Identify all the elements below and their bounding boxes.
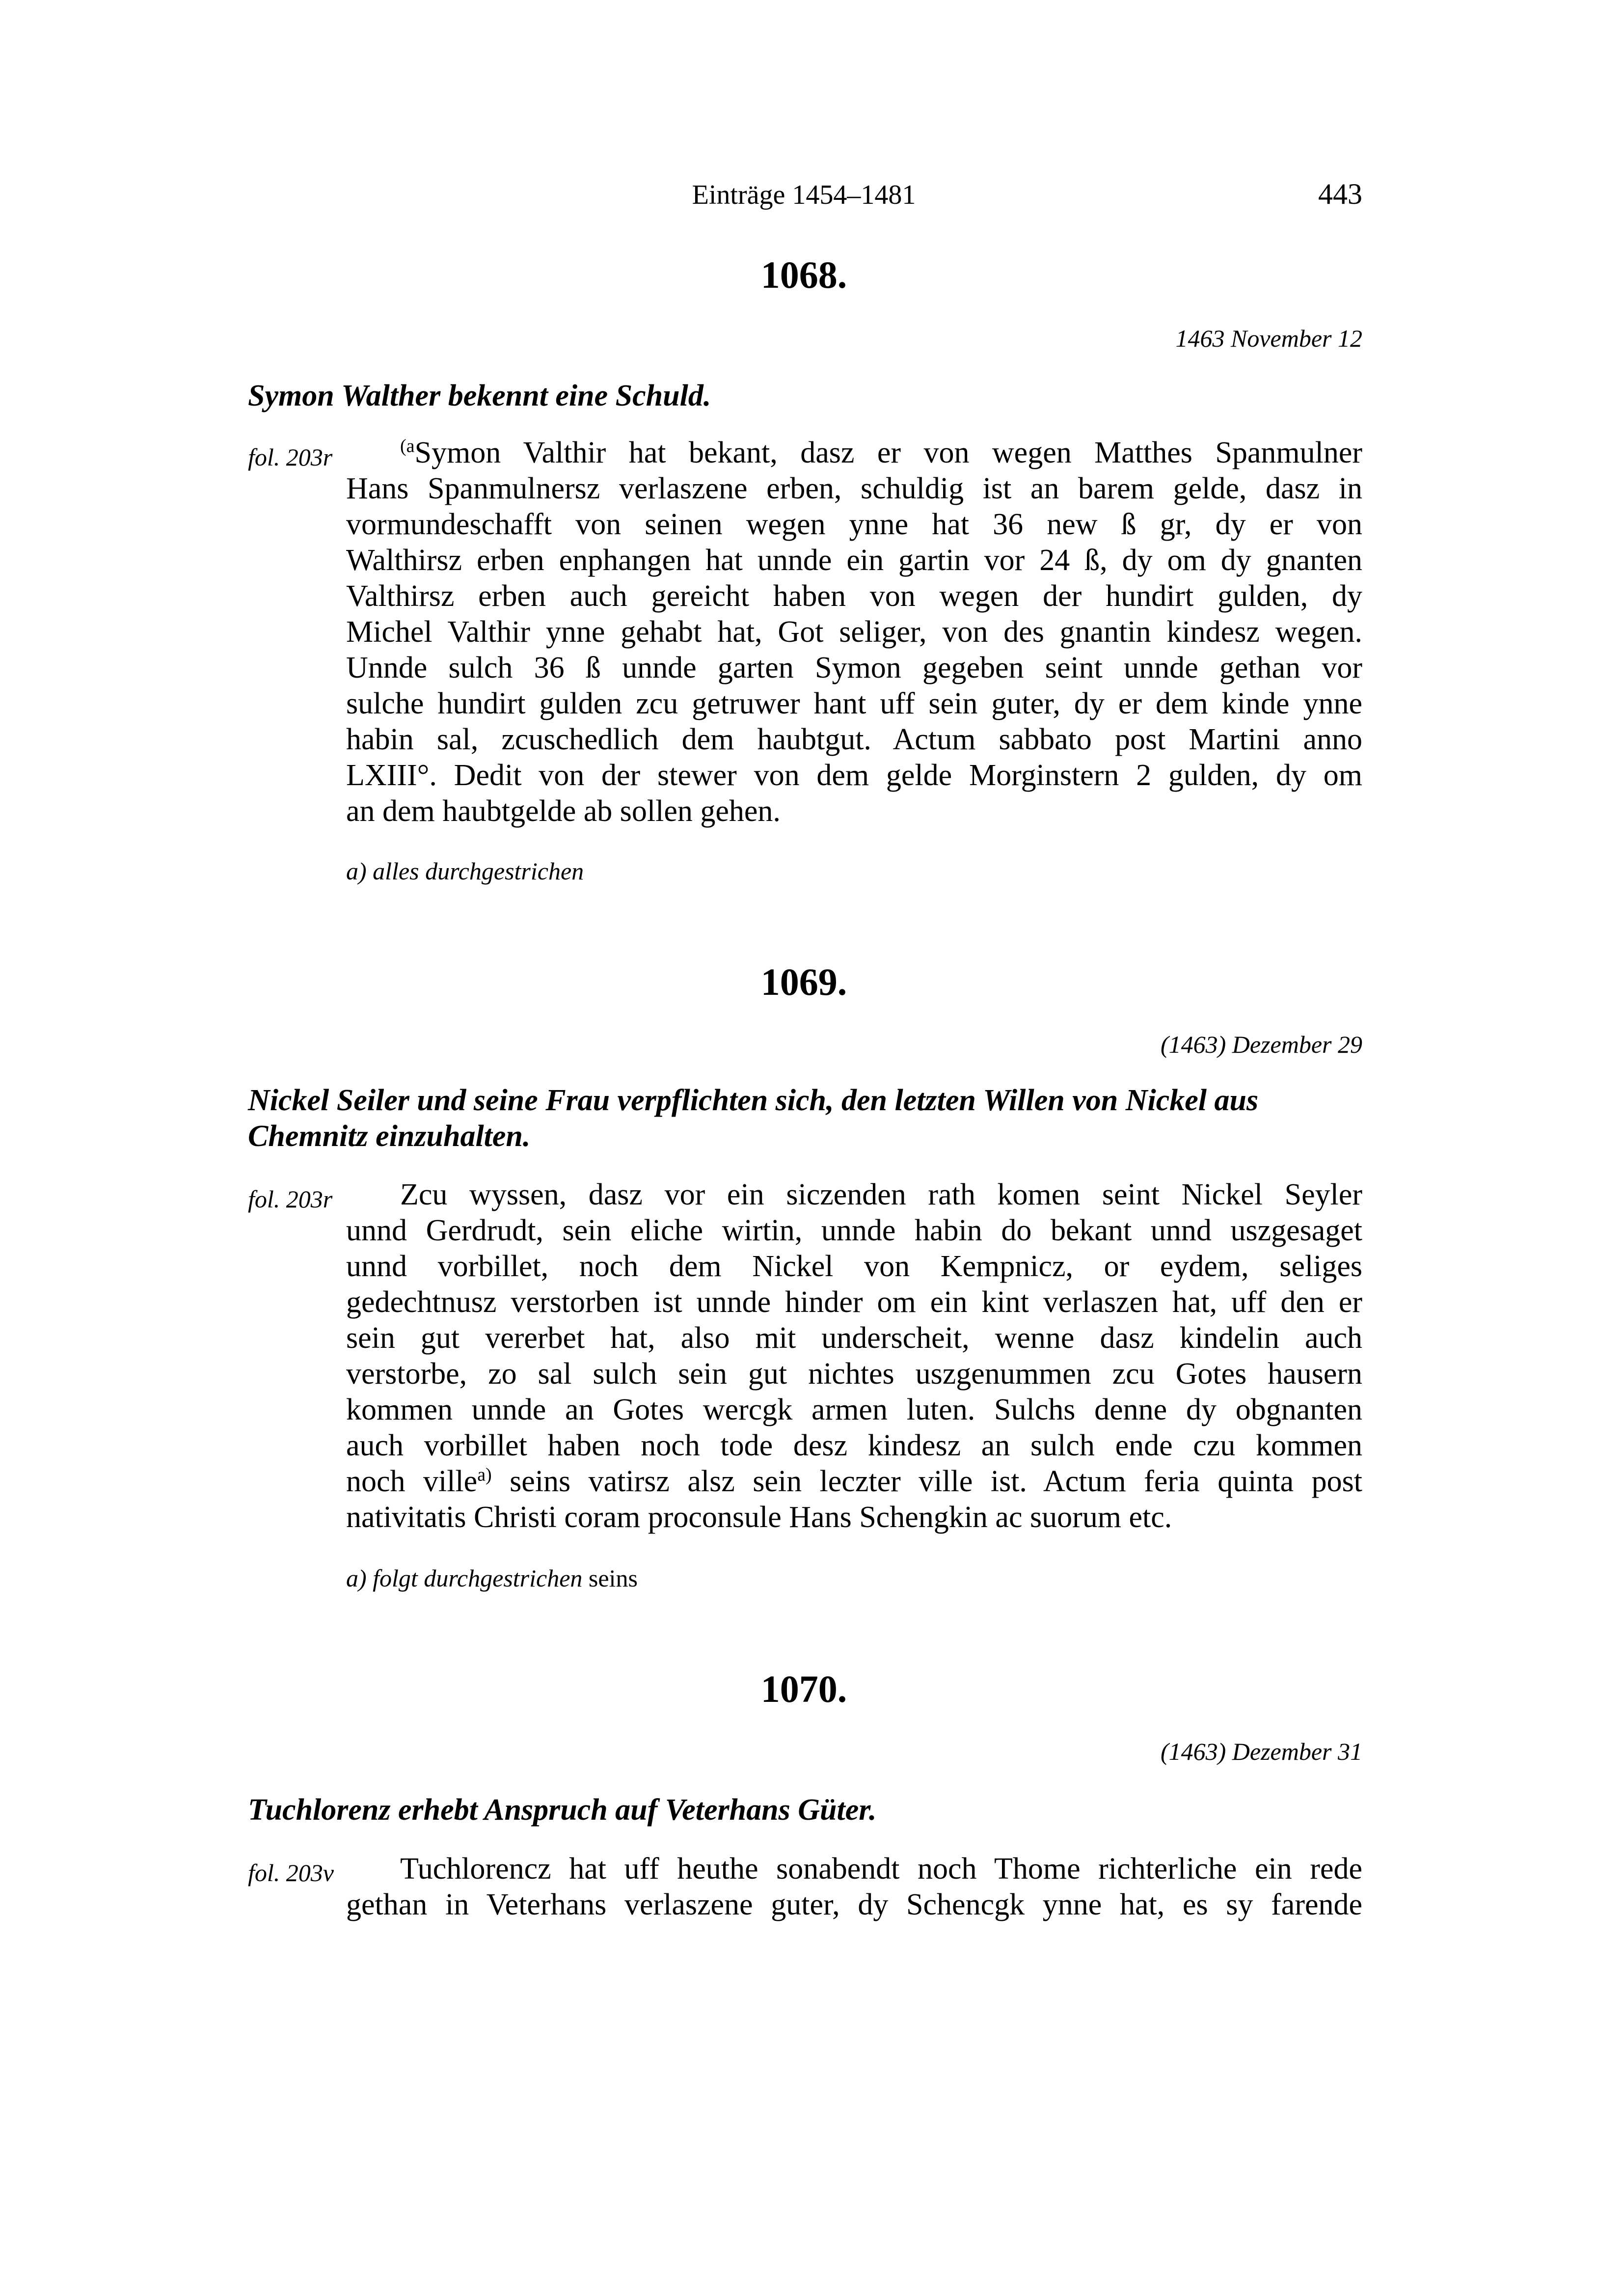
text-line: Hans Spanmulnersz verlaszene erben, schuldig ist an barem gelde, dasz in [346,472,1362,505]
page-header [245,174,1362,219]
entry-title: Tuchlorenz erhebt Anspruch auf Veterhans Güter. [248,1793,877,1827]
entry-date: (1463) Dezember 29 [1160,1031,1362,1058]
text-line: kommen unnde an Gotes wercgk armen luten. Sulchs denne dy obgnanten [346,1393,1362,1426]
entry-date: (1463) Dezember 31 [1160,1738,1362,1765]
folio-reference: fol. 203r [248,1185,333,1213]
text-line: gedechtnusz verstorben ist unnde hinder om ein kint verlaszen hat, uff den er [346,1285,1362,1319]
text-line: unnd vorbillet, noch dem Nickel von Kempnicz, or eydem, seliges [346,1250,1362,1283]
text-line: Michel Valthir ynne gehabt hat, Got seliger, von des gnantin kindesz wegen. [346,615,1362,649]
text-line: verstorbe, zo sal sulch sein gut nichtes uszgenummen zcu Gotes hausern [346,1357,1362,1391]
entry-number: 1070. [760,1667,847,1710]
entry-text [346,1851,1362,1923]
footnote: a) alles durchgestrichen [346,857,584,885]
entry-number: 1069. [760,960,847,1003]
entry-text [346,1177,1362,1535]
entry-number: 1068. [760,253,847,296]
entry-date: 1463 November 12 [1175,325,1362,352]
text-line: auch vorbillet haben noch tode desz kindesz an sulch ende czu kommen [346,1429,1362,1462]
text-line: Zcu wyssen, dasz vor ein siczenden rath komen seint Nickel Seyler [400,1178,1362,1211]
text-line: Valthirsz erben auch gereicht haben von wegen der hundirt gulden, dy [346,579,1362,613]
text-line: Tuchlorencz hat uff heuthe sonabendt noch Thome richterliche ein rede [400,1852,1362,1886]
text-line: sein gut vererbet hat, also mit underscheit, wenne dasz kindelin auch [346,1321,1362,1355]
folio-reference: fol. 203r [248,443,333,471]
text-line: LXIII°. Dedit von der stewer von dem gelde Morginstern 2 gulden, dy om [346,759,1362,792]
text-line: vormundeschafft von seinen wegen ynne hat 36 new ß gr, dy er von [346,508,1362,541]
entry-text [346,435,1362,829]
text-line: Walthirsz erben enphangen hat unnde ein gartin vor 24 ß, dy om dy gnanten [346,544,1362,577]
text-line: noch ville$^{a)}$ seins vatirsz alsz sein leczter ville ist. Actum feria quinta post [346,1464,1362,1498]
running-title: Einträge 1454–1481 [692,180,916,210]
text-line: Unnde sulch 36 ß unnde garten Symon gegeben seint unnde gethan vor [346,651,1362,684]
entry-title: Symon Walther bekennt eine Schuld. [248,379,711,412]
footnote: a) folgt durchgestrichen seins [346,1564,638,1592]
text-line: gethan in Veterhans verlaszene guter, dy Schencgk ynne hat, es sy farende [346,1888,1362,1921]
footnote-marker: (a [400,436,415,457]
page-number: 443 [1318,178,1362,210]
text-line: sulche hundirt gulden zcu getruwer hant uff sein guter, dy er dem kinde ynne [346,687,1362,720]
text-line: nativitatis Christi coram proconsule Hans Schengkin ac suorum etc. [346,1501,1172,1534]
entry-title: Nickel Seiler und seine Frau verpflichten sich, den letzten Willen von Nickel aus Chemnitz einzuhalten. [248,1084,1259,1153]
folio-reference: fol. 203v [248,1859,334,1886]
footnote-marker: a) [477,1464,492,1485]
text-line: habin sal, zcuschedlich dem haubtgut. Actum sabbato post Martini anno [346,723,1362,756]
text-line: unnd Gerdrudt, sein eliche wirtin, unnde habin do bekant unnd uszgesaget [346,1214,1362,1247]
text-line: $^{(a}$Symon Valthir hat bekant, dasz er von wegen Matthes Spanmulner [400,436,1362,469]
text-line: an dem haubtgelde ab sollen gehen. [346,794,781,828]
